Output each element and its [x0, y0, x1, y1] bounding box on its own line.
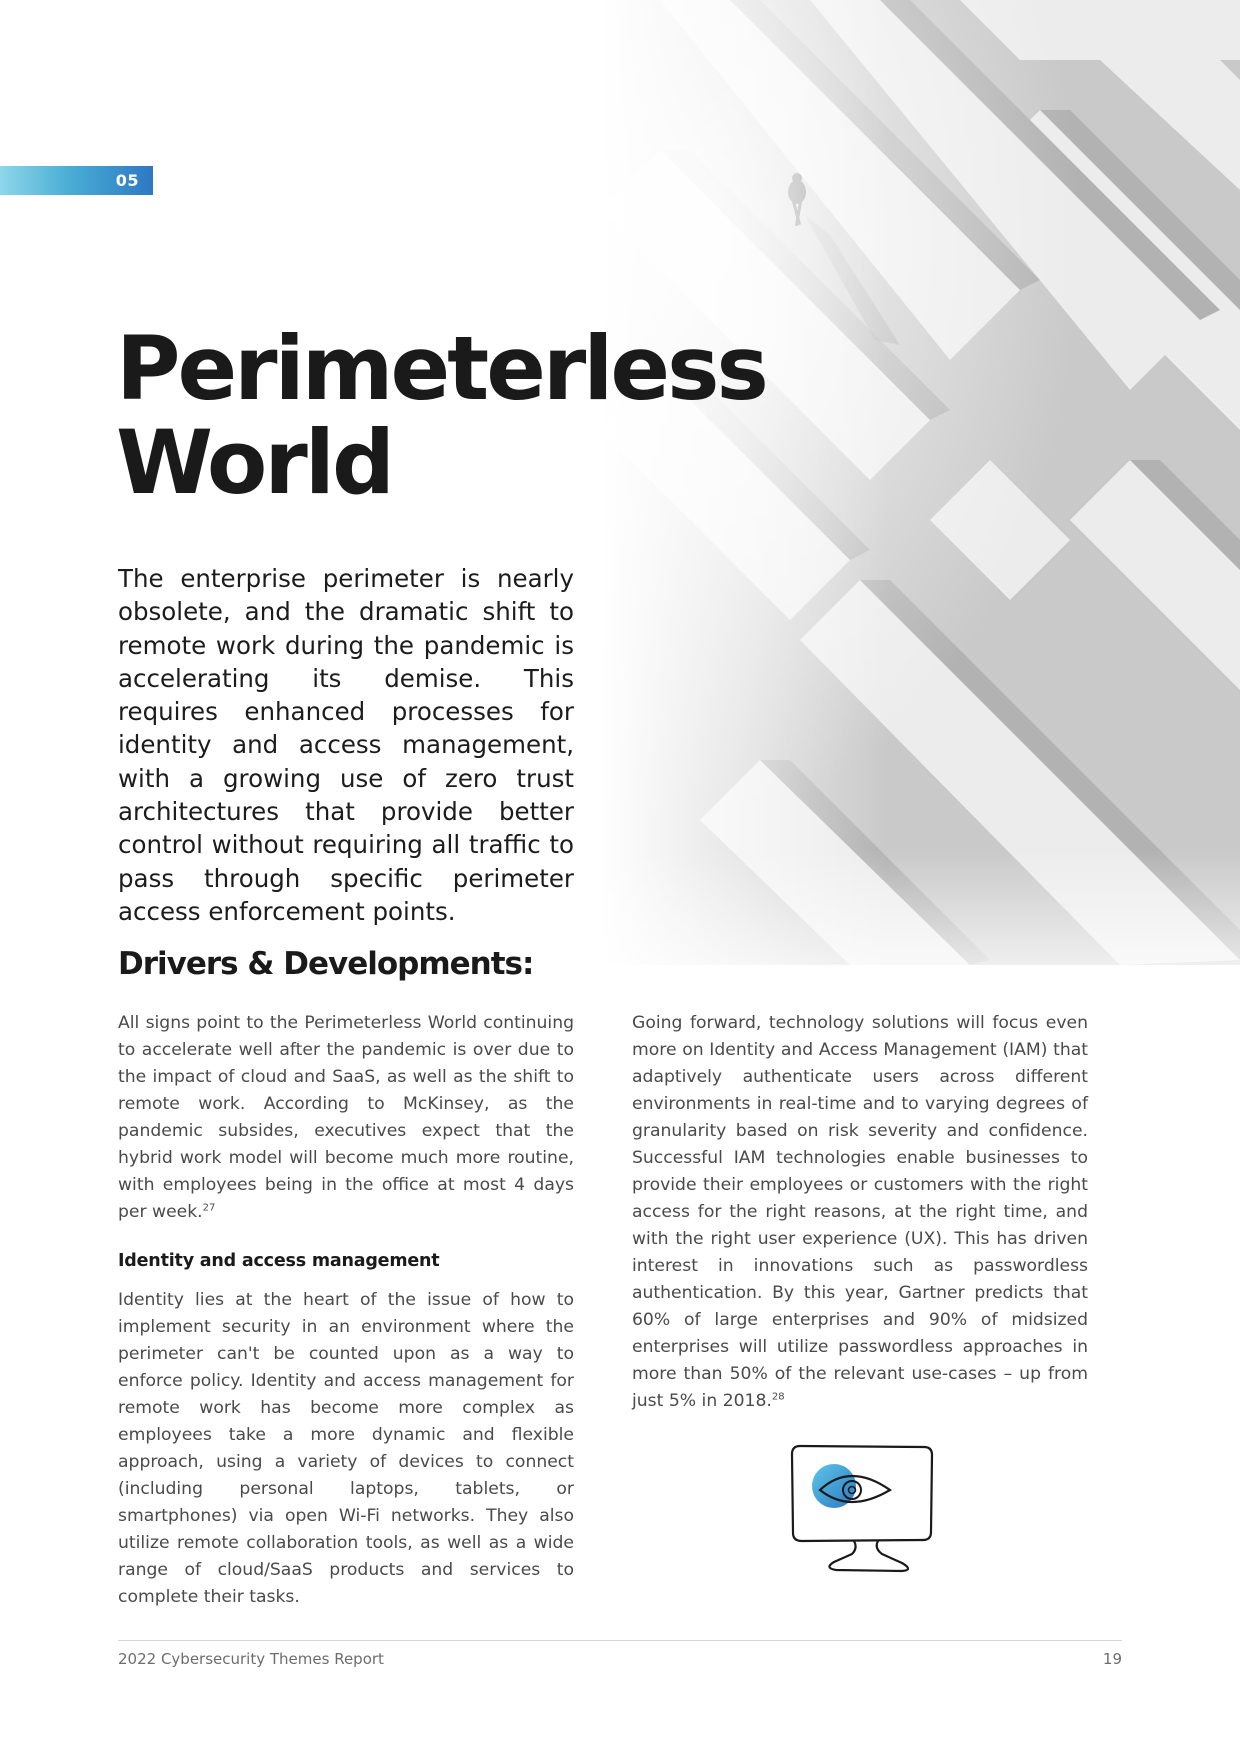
- footnote-ref-27[interactable]: 27: [202, 1202, 216, 1214]
- left-paragraph-1: [118, 1010, 574, 1226]
- right-paragraph-1: [632, 1010, 1088, 1415]
- page-title-line-1: Perimeterless: [116, 317, 766, 420]
- footer-divider: [118, 1640, 1122, 1641]
- right-paragraph-1-text: Going forward, technology solutions will focus even more on Identity and Access Management (IAM) that adaptively authenticate users across different environments in real-time and to varying degrees of granularity based on risk severity and confidence. Successful IAM technologies enable businesses to provide their employees or customers with the right access for the right reasons, at the right time, and with the right user experience (UX). This has driven interest in innovations such as passwordless authentication. By this year, Gartner predicts that 60% of large enterprises and 90% of midsized enterprises will utilize passwordless approaches in more than 50% of the relevant use-cases – up from just 5% in 2018.: [632, 1013, 1088, 1411]
- monitor-eye-icon: [782, 1440, 942, 1580]
- right-column: [632, 1010, 1088, 1415]
- intro-paragraph: The enterprise perimeter is nearly obsolete, and the dramatic shift to remote work during the pandemic is accelerating its demise. This requires enhanced processes for identity and access management, with a growing use of zero trust architectures that provide better control without requiring all traffic to pass through specific perimeter access enforcement points.: [118, 564, 574, 926]
- page-title: [116, 317, 766, 514]
- page-title-line-2: World: [116, 411, 392, 514]
- footnote-ref-28[interactable]: 28: [771, 1391, 785, 1403]
- footer-report-title: 2022 Cybersecurity Themes Report: [118, 1650, 384, 1668]
- left-paragraph-1-text: All signs point to the Perimeterless World continuing to accelerate well after the pandemic is over due to the impact of cloud and SaaS, as well as the shift to remote work. According to McKinsey, as the pandemic subsides, executives expect that the hybrid work model will become much more routine, with employees being in the office at most 4 days per week.: [118, 1013, 574, 1222]
- drivers-heading: Drivers & Developments:: [118, 946, 534, 982]
- left-paragraph-2: Identity lies at the heart of the issue of how to implement security in an environment where the perimeter can't be counted upon as a way to enforce policy. Identity and access management for remote work has become more complex as employees take a more dynamic and flexible approach, using a variety of devices to connect (including personal laptops, tablets, or smartphones) via open Wi-Fi networks. They also utilize remote collaboration tools, as well as a wide range of cloud/SaaS products and services to complete their tasks.: [118, 1290, 574, 1607]
- identity-subheading: Identity and access management: [118, 1251, 440, 1271]
- page-number: 19: [1102, 1650, 1122, 1668]
- section-number-badge: [0, 166, 153, 195]
- section-number: 05: [115, 171, 139, 190]
- left-column: [118, 1010, 574, 1611]
